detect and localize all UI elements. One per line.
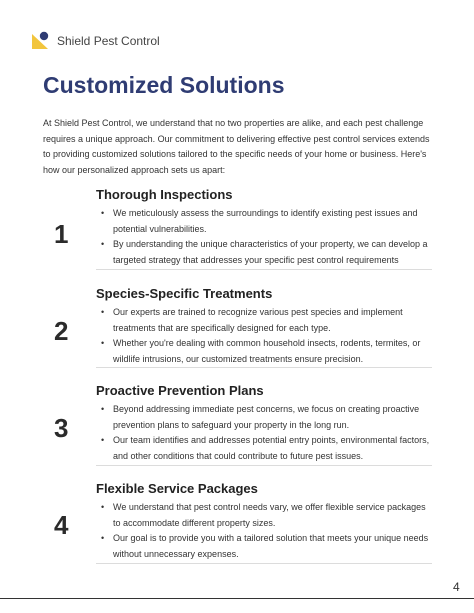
bullet-item: • Beyond addressing immediate pest concerns, we focus on creating proactive prevention plans to safeguard your property in the long run. (96, 402, 432, 433)
intro-paragraph: At Shield Pest Control, we understand that no two properties are alike, and each pest challenge requires a unique approach. Our commitment to delivering effective pest control services extends to providing customized solutions tailored to the specific needs of your home or business. Here's how our personalized approach sets us apart: (43, 118, 430, 175)
bullet-list (96, 402, 432, 464)
bullet-item: • Our goal is to provide you with a tailored solution that meets your unique needs without unnecessary expenses. (96, 531, 432, 562)
section-divider (96, 465, 432, 466)
section-title: Species-Specific Treatments (96, 286, 273, 301)
section-title: Flexible Service Packages (96, 481, 258, 496)
bullet-item: • By understanding the unique characteristics of your property, we can develop a targeted strategy that addresses your specific pest control requirements (96, 237, 432, 268)
bullet-list (96, 500, 432, 562)
footer-rule (0, 598, 474, 599)
section-title: Proactive Prevention Plans (96, 383, 264, 398)
section-number: 4 (54, 510, 69, 540)
section-title: Thorough Inspections (96, 187, 233, 202)
section-number: 1 (54, 219, 69, 249)
page-number: 4 (453, 580, 460, 594)
section-divider (96, 367, 432, 368)
page-title: Customized Solutions (43, 72, 285, 98)
brand-logo-icon (32, 31, 50, 49)
brand-name: Shield Pest Control (57, 34, 160, 48)
bullet-list (96, 206, 432, 268)
section-divider (96, 269, 432, 270)
section-number: 2 (54, 316, 69, 346)
bullet-item: • We understand that pest control needs vary, we offer flexible service packages to accommodate different property sizes. (96, 500, 432, 531)
bullet-item: • Our experts are trained to recognize various pest species and implement treatments that are specifically designed for each type. (96, 305, 432, 336)
bullet-list (96, 305, 432, 367)
bullet-item: • We meticulously assess the surroundings to identify existing pest issues and potential vulnerabilities. (96, 206, 432, 237)
bullet-item: • Whether you're dealing with common household insects, rodents, termites, or wildlife intrusions, our customized treatments ensure precision. (96, 336, 432, 367)
section-number: 3 (54, 413, 69, 443)
section-divider (96, 563, 432, 564)
bullet-item: • Our team identifies and addresses potential entry points, environmental factors, and other conditions that could contribute to future pest issues. (96, 433, 432, 464)
